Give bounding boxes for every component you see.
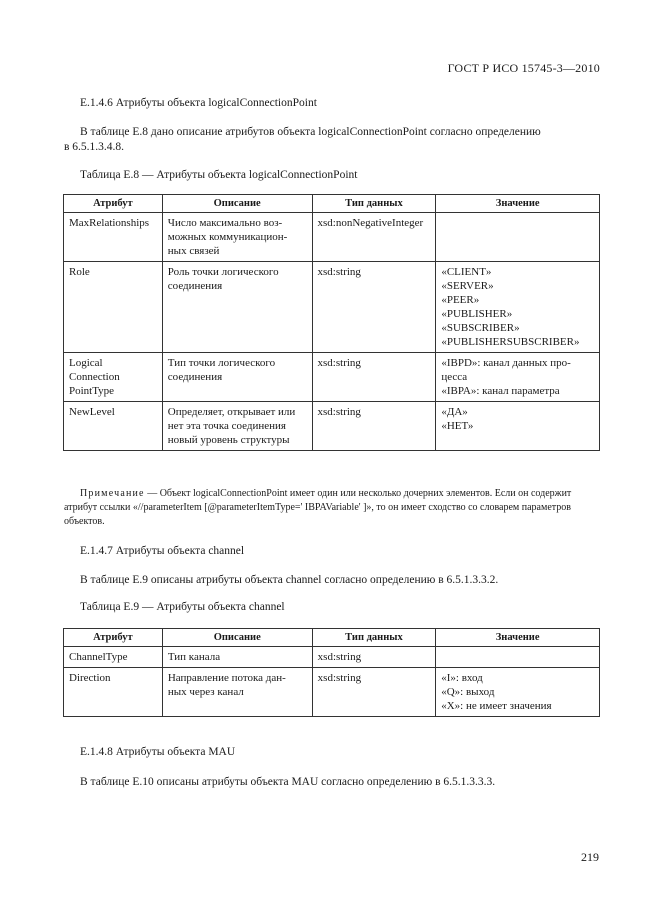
cell-attribute: [64, 647, 163, 668]
cell-line: ных связей: [167, 245, 220, 257]
cell-line: цесса: [441, 371, 468, 383]
cell-line: ных через канал: [167, 686, 244, 698]
column-header: Атрибут: [64, 195, 163, 213]
table-caption-e8: Таблица Е.8 — Атрибуты объекта logicalConnectionPoint: [80, 169, 358, 181]
cell-value: [436, 647, 600, 668]
cell-line: Направление потока дан-: [167, 672, 286, 684]
section-heading-e148: E.1.4.8 Атрибуты объекта MAU: [80, 746, 236, 758]
cell-line: Роль точки логического: [167, 266, 279, 278]
cell-line: «SUBSCRIBER»: [441, 322, 520, 334]
cell-value: [436, 668, 600, 717]
cell-value: [436, 353, 600, 402]
cell-line: ChannelType: [69, 651, 128, 663]
table-header-row: [64, 629, 600, 647]
note-line: [64, 487, 599, 501]
cell-line: PointType: [69, 385, 115, 397]
cell-line: xsd:string: [317, 406, 361, 418]
note-line: атрибут ссылки «//parameterItem [@parameterItemType=' IBPAVariable' ]», то он имеет сходство со словарем параметров: [64, 502, 571, 513]
paragraph-line: В таблице Е.8 дано описание атрибутов объекта logicalConnectionPoint согласно определению: [80, 126, 541, 138]
cell-line: xsd:string: [317, 651, 362, 663]
column-header: Тип данных: [312, 629, 436, 647]
page-number: 219: [581, 850, 599, 864]
column-header: Описание: [162, 195, 312, 213]
cell-line: Тип канала: [167, 651, 221, 663]
table-row: [64, 668, 600, 717]
table-caption-e9: Таблица Е.9 — Атрибуты объекта channel: [80, 601, 285, 613]
table-row: [64, 353, 600, 402]
cell-datatype: [312, 402, 436, 451]
cell-line: xsd:string: [317, 357, 361, 369]
cell-line: Тип точки логического: [167, 357, 276, 369]
cell-datatype: [312, 668, 436, 717]
table-e9: [63, 628, 600, 717]
cell-line: «Q»: выход: [441, 686, 495, 698]
paragraph-e146: [64, 125, 599, 155]
cell-attribute: [64, 402, 163, 451]
cell-line: «IBPA»: канал параметра: [441, 385, 560, 397]
cell-line: «X»: не имеет значения: [441, 700, 552, 712]
cell-datatype: [312, 213, 436, 262]
section-heading-e146: E.1.4.6 Атрибуты объекта logicalConnectionPoint: [80, 97, 317, 109]
cell-description: [162, 262, 312, 353]
column-header: Тип данных: [312, 195, 436, 213]
cell-line: «IBPD»: канал данных про-: [441, 357, 571, 369]
column-header: Значение: [436, 195, 600, 213]
cell-line: нет эта точка соединения: [167, 420, 286, 432]
paragraph-line: в 6.5.1.3.4.8.: [64, 141, 125, 153]
table-row: [64, 262, 600, 353]
column-header: Атрибут: [64, 629, 163, 647]
note-label: Примечание: [80, 488, 145, 499]
cell-line: «I»: вход: [441, 672, 483, 684]
paragraph-e148: В таблице Е.10 описаны атрибуты объекта MAU согласно определению в 6.5.1.3.3.3.: [80, 776, 496, 788]
cell-line: MaxRelationships: [69, 217, 150, 229]
cell-line: соединения: [167, 280, 223, 292]
paragraph-e147: В таблице Е.9 описаны атрибуты объекта channel согласно определению в 6.5.1.3.3.2.: [80, 574, 499, 586]
cell-line: xsd:string: [317, 672, 362, 684]
cell-description: [162, 402, 312, 451]
cell-attribute: [64, 353, 163, 402]
note-text: — Объект logicalConnectionPoint имеет один или несколько дочерних элементов. Если он содержит: [144, 488, 572, 499]
cell-line: «SERVER»: [441, 280, 494, 292]
table-e8: [63, 194, 600, 451]
table-row: [64, 213, 600, 262]
cell-line: Число максимально воз-: [167, 217, 283, 229]
cell-line: «CLIENT»: [441, 266, 492, 278]
column-header: Значение: [436, 629, 600, 647]
cell-value: [436, 262, 600, 353]
cell-datatype: [312, 647, 436, 668]
cell-attribute: [64, 668, 163, 717]
cell-description: [162, 353, 312, 402]
cell-description: [162, 213, 312, 262]
cell-value: [436, 402, 600, 451]
table-header-row: [64, 195, 600, 213]
cell-line: xsd:string: [317, 266, 361, 278]
cell-value: [436, 213, 600, 262]
cell-description: [162, 647, 312, 668]
cell-line: «НЕТ»: [441, 420, 474, 432]
column-header: Описание: [162, 629, 312, 647]
table-row: [64, 402, 600, 451]
cell-line: соединения: [167, 371, 223, 383]
cell-datatype: [312, 262, 436, 353]
cell-attribute: [64, 213, 163, 262]
cell-line: новый уровень структуры: [167, 434, 290, 446]
cell-line: NewLevel: [69, 406, 115, 418]
cell-line: Connection: [69, 371, 120, 383]
cell-line: можных коммуникацион-: [167, 231, 288, 243]
cell-line: «PEER»: [441, 294, 480, 306]
cell-line: Direction: [69, 672, 111, 684]
cell-line: «PUBLISHERSUBSCRIBER»: [441, 336, 580, 348]
table-note: [64, 487, 599, 529]
cell-description: [162, 668, 312, 717]
document-header: ГОСТ Р ИСО 15745-3—2010: [447, 61, 600, 75]
cell-line: Определяет, открывает или: [167, 406, 296, 418]
cell-line: Logical: [69, 357, 103, 369]
cell-attribute: [64, 262, 163, 353]
section-heading-e147: E.1.4.7 Атрибуты объекта channel: [80, 545, 245, 557]
cell-line: «ДА»: [441, 406, 468, 418]
cell-line: xsd:nonNegativeInteger: [317, 217, 424, 229]
note-line: объектов.: [64, 516, 105, 527]
cell-line: «PUBLISHER»: [441, 308, 513, 320]
table-row: [64, 647, 600, 668]
cell-line: Role: [69, 266, 90, 278]
cell-datatype: [312, 353, 436, 402]
